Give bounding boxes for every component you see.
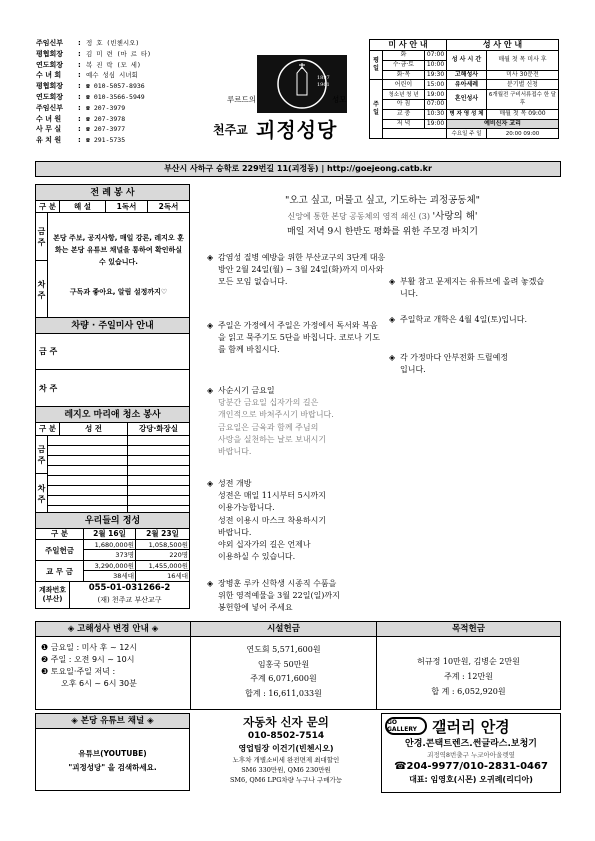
left-column — [35, 184, 190, 609]
optical-name: 갤러리 안경 — [432, 717, 510, 736]
staff-row: 평협회장 : ☎ 010-5057-8936 — [36, 82, 145, 91]
notice-item-2: ◈ 주일은 가정에서 주일은 가정에서 독서와 복음을 읽고 묵주기도 5단을 바칩니다. 코로나 기도를 함께 바칩시다. — [207, 321, 380, 355]
purpose-box: 허규정 10만원, 김병순 2만원 주계 : 12만원 합 계 : 6,052,920원 — [417, 657, 520, 696]
weekday-label: 평일 — [370, 51, 383, 80]
staff-value: 정 호 (빈첸시오) — [86, 39, 140, 47]
youtube-header: ◈ 본당 유튜브 채널 ◈ — [35, 713, 190, 729]
confession-box: ❶ 금요일 : 미사 후 ~ 12시 ❷ 주일 : 오전 9시 ~ 10시 ❸ 토요일·주일 저녁 : 오후 6시 ~ 6시 30분 — [36, 637, 191, 709]
staff-row: 사 무 실 : ☎ 207-3977 — [36, 125, 126, 134]
diamond-bullet-icon: ◈ — [207, 321, 214, 330]
parish-title-prefix: 천주교 — [213, 123, 248, 137]
staff-value: ☎ 291-5735 — [86, 136, 126, 145]
address-bar: 부산시 사하구 승학로 229번길 11(괴정동) | http://goejeong.catb.kr — [35, 161, 561, 177]
notice-item-3: ◈ 사순시기 금요일 당분간 금요일 십자가의 길은 개인적으로 바쳐주시기 바랍니다. 금요일은 금육과 함께 주님의 사랑을 실천하는 날로 보내시기 바랍니다. — [207, 386, 334, 457]
sunday-label: 주일 — [370, 80, 383, 139]
mass-schedule-header: 미 사 안 내 — [370, 40, 447, 51]
staff-value: 예수 성심 시녀회 — [86, 71, 138, 80]
car-ad: 자동차 신자 문의 010-8502-7514 영업팀장 이건기(빈첸시오) 노후차 개별소비세 완전면제 최대할인 SM6 330만원, QM6 230만원 SM6, QM6 LPG차량 누구나 구매가능 — [229, 715, 343, 784]
diamond-bullet-icon: ◈ — [389, 353, 396, 362]
staff-role: 주임신부 — [36, 39, 64, 47]
facility-box: 연도회 5,571,600원 임홍국 50만원 주계 6,071,600원 합계 : 16,611,033원 — [191, 637, 377, 709]
svg-text:1961: 1961 — [317, 82, 330, 88]
staff-row: 유 치 원 : ☎ 291-5735 — [36, 136, 126, 145]
diamond-bullet-icon: ◈ — [389, 315, 396, 324]
staff-row: 주임신부 : 정 호 (빈첸시오) — [36, 39, 140, 47]
staff-value: ☎ 207-3977 — [86, 125, 126, 134]
staff-role: 연도회장 — [36, 92, 64, 101]
parish-sub-right: 성모 — [332, 95, 347, 104]
bottom-headers: ◈ 고해성사 변경 안내 ◈ 시설헌금 목적헌금 — [35, 621, 561, 637]
vehicle-box: 차량 · 주일미사 안내 금 주 차 주 — [35, 318, 190, 407]
optical-ad: GO GALLERY 갤러리 안경 안경.콘택트렌즈.썬글라스.보청기 괴정역8번출구 누코아아울렛옆 ☎204-9977/010-2831-0467 대표: 임영호(시몬) 오귀례(리디아) — [381, 713, 561, 793]
liturgy-title: 전 례 봉 사 — [36, 185, 189, 201]
svg-text:1897: 1897 — [317, 75, 330, 81]
liturgy-notice: 본당 주보, 공지사항, 매일 강론, 레지오 훈화는 본당 유튜브 채널을 통하여 확인하실 수 있습니다. — [53, 234, 184, 266]
bottom-body — [35, 637, 561, 710]
staff-value: 복 진 락 (모 세) — [86, 60, 141, 69]
youtube-box: 유튜브(YOUTUBE) "괴정성당" 을 검색하세요. — [35, 729, 190, 791]
account-owner: (재) 천주교 부산교구 — [97, 596, 162, 604]
notice-item-1: ◈ 감염성 질병 예방을 위한 부산교구의 3단계 대응 방안 2월 24일(월) ~ 3월 24일(화)까지 미사와 모든 모임 없습니다. — [207, 253, 386, 287]
schedule-table: 미 사 안 내 성 사 안 내 평일 화 07:00 성 사 시 간 매월 첫 목 미사 후 수·금·토 10:00 화·목 19:30 고해성사 미사 30분전 주일 어린이 15:00 유아세례 분기별 신청 청소년 청 년 19:00 혼인성사 6개월전 구비서류접수 한 달 후 아 침 07:00 교 중 10:30 병 자 영 성 체 매월 첫 목 09:00 저 녁 19:00 예비신자 교리 수요일 주 일 20:00 09:00 — [369, 39, 559, 139]
diamond-bullet-icon: ◈ — [207, 479, 214, 488]
notice-item-5: ◈ 장병훈 루카 신학생 시종직 수품을 위한 영적예물을 3월 22일(일)까지 봉헌함에 넣어 주세요 — [207, 579, 340, 613]
liturgy-headers: 구 분 해 설 1독서 2독서 — [36, 201, 189, 213]
optical-phone: ☎204-9977/010-2831-0467 — [394, 761, 548, 772]
diamond-bullet-icon: ◈ — [207, 253, 214, 262]
staff-row: 수 녀 원 : ☎ 207-3978 — [36, 114, 126, 123]
staff-value: ☎ 010-5057-8936 — [86, 82, 145, 91]
staff-row: 평협회장 : 김 미 련 (마 르 타) — [36, 49, 152, 58]
staff-value: ☎ 207-3979 — [86, 103, 126, 112]
legio-box: 레지오 마리애 청소 봉사 구 분 성 전 강당·화장실 금 주 차 주 — [35, 407, 190, 513]
notice-item-8: ◈ 각 가정마다 안부전화 드릴예정입니다. — [389, 353, 509, 375]
liturgy-notice-2: 구독과 좋아요, 알림 설정까지♡ — [69, 288, 168, 296]
notice-item-6: ◈ 부활 참고 문제지는 유튜브에 올려 놓겠습니다. — [389, 277, 545, 299]
staff-role: 수 녀 원 — [36, 114, 62, 123]
staff-row: 연도회장 : ☎ 010-3566-5949 — [36, 92, 145, 101]
staff-role: 수 녀 회 — [36, 71, 62, 80]
headline-1: "오고 싶고, 머물고 싶고, 기도하는 괴정공동체" — [284, 195, 481, 206]
staff-role: 주임신부 — [36, 103, 64, 112]
vehicle-title: 차량 · 주일미사 안내 — [36, 318, 189, 334]
staff-role: 유 치 원 — [36, 136, 62, 145]
diamond-bullet-icon: ◈ — [389, 277, 396, 286]
staff-row: 주임신부 : ☎ 207-3979 — [36, 103, 126, 112]
staff-role: 평협회장 — [36, 49, 64, 58]
offering-box: 우리들의 정성 구 분 2월 16일 2월 23일 주일헌금 1,680,000원 373명 1,058,500원 220명 교 무 금 3,290,000원 38세대 1,455,000원 16세대 계좌번호 (부산) 055-01-031266-2 (재) 천주교 부산교구 — [35, 513, 190, 609]
staff-role: 사 무 실 — [36, 125, 62, 134]
notice-item-4: ◈ 성전 개방 성전은 매일 11시부터 5시까지 이용가능합니다. 성전 이용시 마스크 착용하시기 바랍니다. 야외 십자가의 길은 언제나 이용하실 수 있습니다. — [207, 479, 327, 562]
staff-value: ☎ 010-3566-5949 — [86, 92, 145, 101]
gallery-logo-icon: GO GALLERY — [385, 717, 427, 735]
staff-value: ☎ 207-3978 — [86, 114, 126, 123]
liturgy-box — [35, 184, 190, 318]
diamond-bullet-icon: ◈ — [207, 386, 214, 395]
legio-title: 레지오 마리애 청소 봉사 — [36, 407, 189, 423]
sacrament-header: 성 사 안 내 — [447, 40, 559, 51]
headline-3: 매일 저녁 9시 한반도 평화를 위한 주모경 바치기 — [287, 227, 478, 237]
headline-2: 신앙에 통한 본당 공동체의 영적 쇄신 (3) '사랑의 해' — [287, 211, 478, 222]
account-number: 055-01-031266-2 — [88, 583, 171, 593]
staff-row: 연도회장 : 복 진 락 (모 세) — [36, 60, 141, 69]
parish-title: 괴정성당 — [256, 118, 338, 142]
parish-sub-left: 루르드의 — [227, 95, 256, 104]
staff-value: 김 미 련 (마 르 타) — [86, 49, 152, 58]
diamond-bullet-icon: ◈ — [207, 579, 214, 588]
account-label: 계좌번호 (부산) — [36, 582, 70, 608]
staff-row: 수 녀 회 : 예수 성심 시녀회 — [36, 71, 138, 80]
staff-role: 평협회장 — [36, 82, 64, 91]
notice-item-7: ◈ 주일학교 개학은 4월 4일(토)입니다. — [400, 314, 550, 326]
staff-role: 연도회장 — [36, 60, 64, 69]
liturgy-body: 금 주 차 주 본당 주보, 공지사항, 매일 강론, 레지오 훈화는 본당 유튜브 채널을 통하여 확인하실 수 있습니다. 구독과 좋아요, 알림 설정까지♡ — [36, 213, 189, 317]
offering-title: 우리들의 정성 — [36, 513, 189, 529]
staff-list — [36, 38, 226, 146]
